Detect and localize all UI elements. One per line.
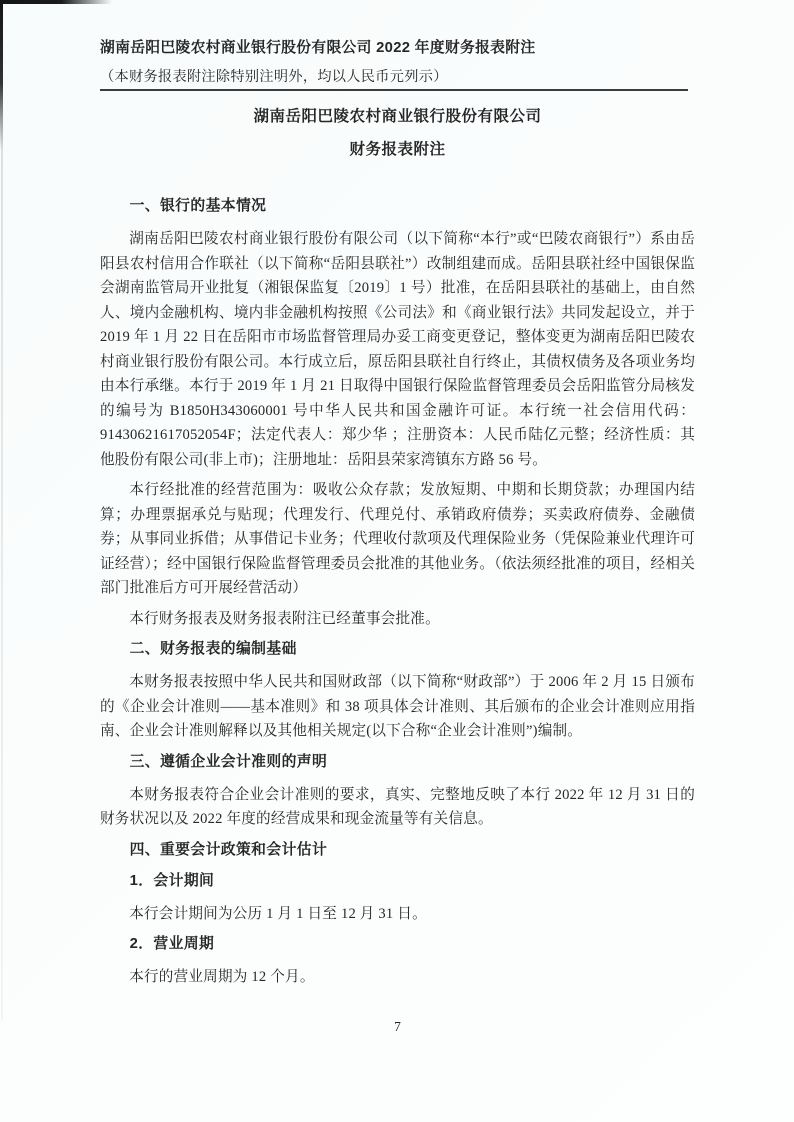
paragraph-board-approval: 本行财务报表及财务报表附注已经董事会批准。 [129,610,440,627]
section-heading-3: 三、遵循企业会计准则的声明 [129,753,328,770]
page-footer [100,1017,695,1037]
section-heading-4: 四、重要会计政策和会计估计 [129,841,328,858]
section-bank-basic-info [100,196,695,631]
paragraph-accounting-period: 本行会计期间为公历 1 月 1 日至 12 月 31 日。 [129,905,427,922]
subsection-heading-accounting-period: 1．会计期间 [129,872,215,889]
section-accounting-policies [100,840,695,990]
paragraph-preparation-basis: 本财务报表按照中华人民共和国财政部（以下简称“财政部”）于 2006 年 2 月 15 日颁布的《企业会计准则——基本准则》和 38 项具体会计准则、其后颁布的企业会计准则应用指南、企业会计准则解释以及其他相关规定(以下合称“企业会计准则”)编制。 [100,674,695,739]
running-header-title: 湖南岳阳巴陵农村商业银行股份有限公司 2022 年度财务报表附注 [100,40,536,56]
section-compliance-statement [100,752,695,832]
running-header-subtitle: （本财务报表附注除特别注明外，均以人民币元列示） [100,69,448,85]
scan-artifact-left-edge-faint [1,120,3,1020]
header-divider-rule [100,89,688,91]
paragraph-operating-cycle: 本行的营业周期为 12 个月。 [129,969,315,985]
section-heading-1: 一、银行的基本情况 [129,198,267,214]
paragraph-compliance-statement: 本财务报表符合企业会计准则的要求，真实、完整地反映了本行 2022 年 12 月 31 日的财务状况以及 2022 年度的经营成果和现金流量等有关信息。 [100,786,695,827]
paragraph-business-scope: 本行经批准的经营范围为：吸收公众存款；发放短期、中期和长期贷款；办理国内结算；办理票据承兑与贴现；代理发行、代理兑付、承销政府债券；买卖政府债券、金融债券；从事同业拆借；从事借记卡业务；代理收付款项及代理保险业务（凭保险兼业代理许可证经营）；经中国银行保险监督管理委员会批准的其他业务。（依法须经批准的项目，经相关部门批准后方可开展经营活动） [100,482,695,596]
subsection-heading-operating-cycle: 2．营业周期 [129,936,215,952]
page-number: 7 [394,1018,401,1034]
section-preparation-basis [100,639,695,744]
document-title-company: 湖南岳阳巴陵农村商业银行股份有限公司 [253,108,542,125]
document-title-notes: 财务报表附注 [349,141,446,158]
scan-artifact-top-edge [0,0,112,4]
paragraph-bank-history: 湖南岳阳巴陵农村商业银行股份有限公司（以下简称“本行”或“巴陵农商银行”）系由岳阳县农村信用合作联社（以下简称“岳阳县联社”）改制组建而成。岳阳县联社经中国银保监会湖南监管局开业批复（湘银保监复〔2019〕1 号）批准，在岳阳县联社的基础上，由自然人、境内金融机构、境内非金融机构按照《公司法》和《商业银行法》共同发起设立，并于 2019 年 1 月 22 日在岳阳市市场监督管理局办妥工商变更登记，整体变更为湖南岳阳巴陵农村商业银行股份有限公司。本行成立后，原岳阳县联社自行终止，其债权债务及各项业务均由本行承继。本行于 2019 年 1 月 21 日取得中国银行保险监督管理委员会岳阳监管分局核发的编号为 B1850H343060001 号中华人民共和国金融许可证。本行统一社会信用代码：91430621617052054F；法定代表人：郑少华 ；注册资本：人民币陆亿元整；经济性质：其他股份有限公司(非上市)；注册地址：岳阳县荣家湾镇东方路 56 号。 [100,231,695,468]
section-heading-2: 二、财务报表的编制基础 [129,641,297,657]
page-content [100,0,695,1037]
